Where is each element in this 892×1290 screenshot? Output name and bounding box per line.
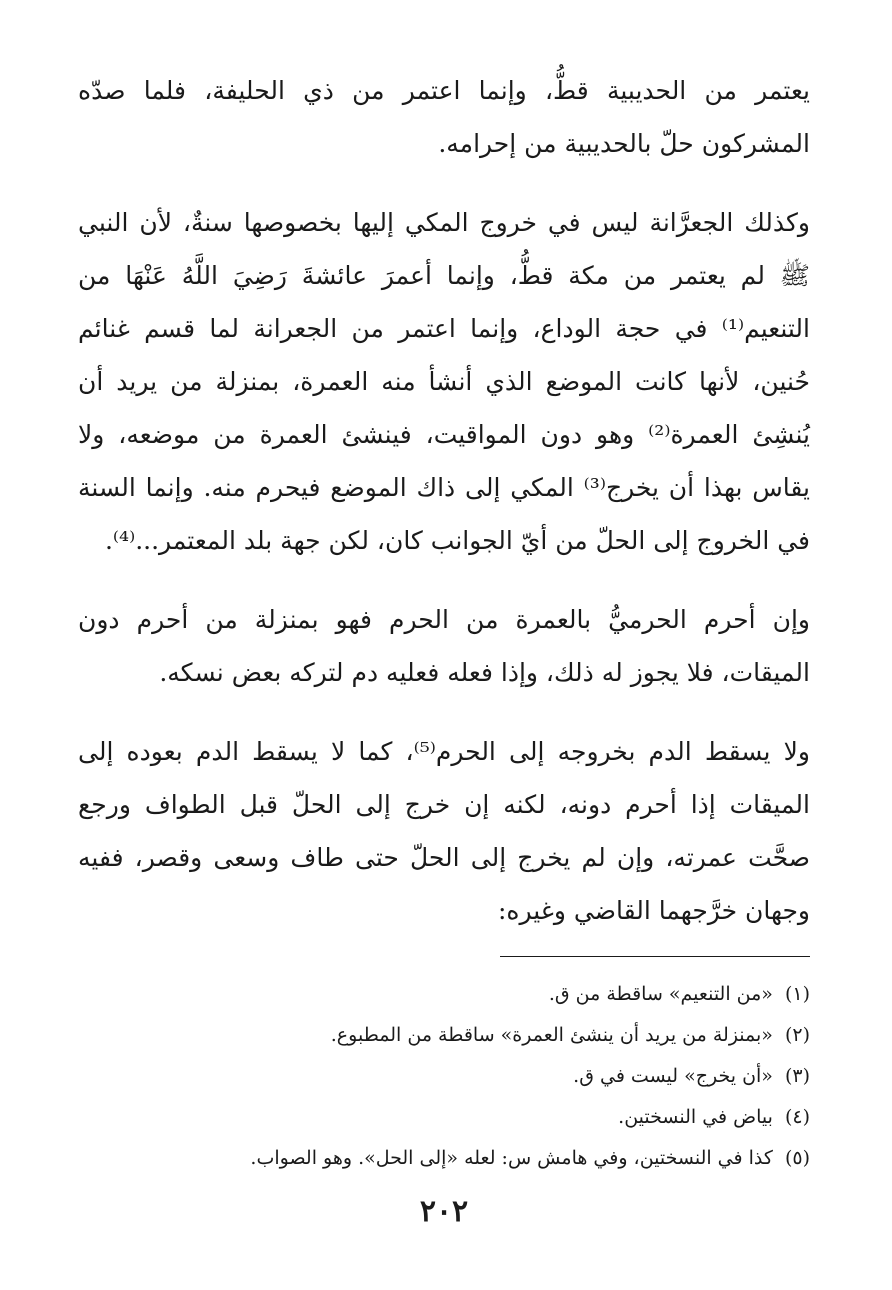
footnotes-list (78, 974, 810, 1179)
footnote-divider (500, 956, 810, 957)
page-number: ٢٠٢ (419, 1194, 469, 1229)
paragraph-2: وكذلك الجعرَّانة ليس في خروج المكي إليها بخصوصها سنةٌ، لأن النبي ﷺ لم يعتمر من مكة قطُّ، وإنما أعمرَ عائشةَ رَضِيَ اللَّهُ عَنْهَا من التنعيم⁽¹⁾ في حجة الوداع، وإنما اعتمر من الجعرانة لما قسم غنائم حُنين، لأنها كانت الموضع الذي أنشأ منه العمرة، بمنزلة من يريد أن يُنشِئ العمرة⁽²⁾ وهو دون المواقيت، فينشئ العمرة من موضعه، ولا يقاس بهذا أن يخرج⁽³⁾ المكي إلى ذاك الموضع فيحرم منه. وإنما السنة في الخروج إلى الحلّ من أيّ الجوانب كان، لكن جهة بلد المعتمر...⁽⁴⁾. (78, 208, 810, 555)
footnote-number: (٣) (784, 1065, 810, 1087)
paragraph-3: وإن أحرم الحرميُّ بالعمرة من الحرم فهو بمنزلة من أحرم دون الميقات، فلا يجوز له ذلك، وإذا فعله فعليه دم لتركه بعض نسكه. (78, 605, 810, 687)
paragraph-4: ولا يسقط الدم بخروجه إلى الحرم⁽⁵⁾، كما لا يسقط الدم بعوده إلى الميقات إذا أحرم دونه، لكنه إن خرج إلى الحلّ قبل الطواف ورجع صحَّت عمرته، وإن لم يخرج إلى الحلّ حتى طاف وسعى وقصر، ففيه وجهان خرَّجهما القاضي وغيره: (78, 737, 810, 925)
footnote-text: «أن يخرج» ليست في ق. (573, 1065, 773, 1087)
footnote-number: (٥) (784, 1147, 810, 1169)
footnote-number: (١) (784, 983, 810, 1005)
footnote-3 (78, 1056, 810, 1097)
book-page (78, 64, 810, 1290)
paragraph-1: يعتمر من الحديبية قطُّ، وإنما اعتمر من ذي الحليفة، فلما صدّه المشركون حلّ بالحديبية من إحرامه. (78, 76, 810, 158)
footnote-number: (٢) (784, 1024, 810, 1046)
footnote-number: (٤) (784, 1106, 810, 1128)
footnote-text: كذا في النسختين، وفي هامش س: لعله «إلى الحل». وهو الصواب. (250, 1147, 773, 1169)
footnote-4 (78, 1097, 810, 1138)
footnote-text: «بمنزلة من يريد أن ينشئ العمرة» ساقطة من المطبوع. (330, 1024, 773, 1046)
footnote-1 (78, 974, 810, 1015)
footnote-5 (78, 1138, 810, 1179)
footnote-2 (78, 1015, 810, 1056)
footnote-text: بياض في النسختين. (618, 1106, 773, 1128)
footnote-text: «من التنعيم» ساقطة من ق. (548, 983, 773, 1005)
